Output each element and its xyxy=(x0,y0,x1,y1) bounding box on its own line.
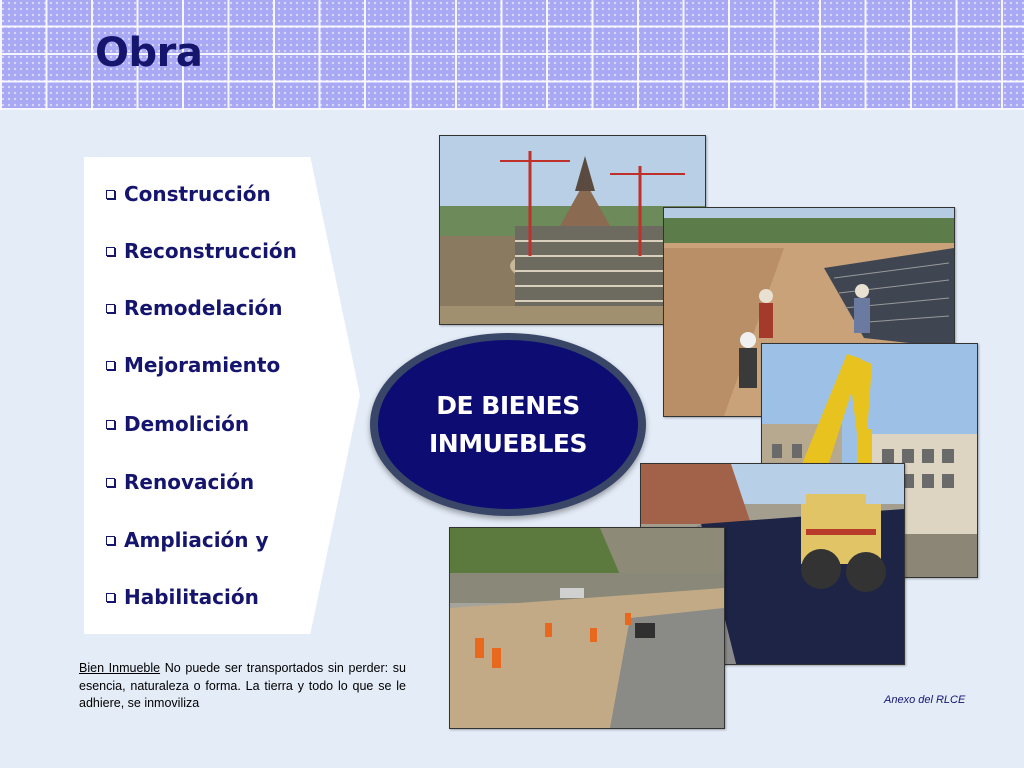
definition-footnote xyxy=(79,660,406,713)
checkbox-bullet-icon xyxy=(106,361,115,370)
list-item xyxy=(106,181,297,207)
list-item-label: Ampliación y xyxy=(124,528,269,552)
list-item xyxy=(106,352,297,378)
list-item xyxy=(106,584,297,610)
checkbox-bullet-icon xyxy=(106,190,115,199)
list-item-label: Renovación xyxy=(124,470,255,494)
list-item-label: Remodelación xyxy=(124,296,283,320)
checkbox-bullet-icon xyxy=(106,247,115,256)
checkbox-bullet-icon xyxy=(106,420,115,429)
checkbox-bullet-icon xyxy=(106,536,115,545)
source-citation: Anexo del RLCE xyxy=(884,694,966,706)
list-item xyxy=(106,527,297,553)
list-item-label: Habilitación xyxy=(124,585,259,609)
checkbox-bullet-icon xyxy=(106,304,115,313)
list-item-label: Demolición xyxy=(124,412,250,436)
slide-title: Obra xyxy=(95,30,203,76)
photo-highway-slope xyxy=(449,527,725,729)
list-item-label: Reconstrucción xyxy=(124,239,297,263)
footnote-term: Bien Inmueble xyxy=(79,661,161,675)
footnote-text: No puede ser transportados sin perder: su esencia, naturaleza o forma. La tierra y todo lo que se le adhiere, se inmoviliza xyxy=(79,661,406,710)
center-ellipse xyxy=(370,333,646,516)
list-item-label: Mejoramiento xyxy=(124,353,281,377)
center-label xyxy=(429,387,587,463)
list-item xyxy=(106,295,297,321)
center-ellipse-inner xyxy=(378,340,638,509)
checkbox-bullet-icon xyxy=(106,593,115,602)
center-label-line1: DE BIENES xyxy=(436,390,580,420)
list-item xyxy=(106,238,297,264)
center-label-line2: INMUEBLES xyxy=(428,428,588,458)
list-item xyxy=(106,411,297,437)
work-type-list xyxy=(106,176,297,610)
checkbox-bullet-icon xyxy=(106,478,115,487)
list-item-label: Construcción xyxy=(124,182,271,206)
list-item xyxy=(106,469,297,495)
